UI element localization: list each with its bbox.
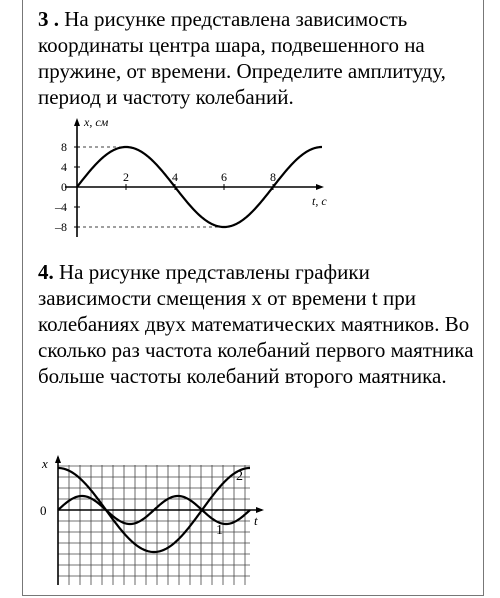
- chart-2-y-label: x: [42, 456, 48, 471]
- chart-2-y-arrow: [55, 455, 61, 463]
- problem-4-text: На рисунке представлены графики зависимости смещения x от времени t при колебаниях двух математических маятников. Во сколько раз частота колебаний первого маятника больше частоты колебаний второго маятника.: [38, 260, 474, 388]
- chart-1-y-tick-label: 8: [61, 140, 67, 154]
- problem-4-number: 4.: [38, 260, 54, 284]
- chart-1-y-arrow: [74, 118, 80, 126]
- chart-2-y-tick-label: 0: [40, 503, 47, 518]
- chart-1-x-tick-label: 6: [221, 170, 227, 184]
- chart-1-y-label: x, см: [84, 115, 109, 129]
- chart-1-y-tick-label: 0: [61, 180, 67, 194]
- chart-1-x-arrow: [316, 184, 324, 190]
- chart-2-x-label: t: [254, 513, 258, 528]
- problem-4: [38, 259, 478, 389]
- chart-1-y-tick-label: –8: [55, 220, 67, 234]
- chart-2-series-2-label: 2: [236, 469, 243, 484]
- chart-1-x-label: t, с: [312, 194, 327, 208]
- chart-1-y-tick-label: 4: [61, 160, 67, 174]
- chart-2-series-1-label: 1: [216, 523, 223, 538]
- problem-3-text: На рисунке представлена зависимость координаты центра шара, подвешенного на пружине, от времени. Определите амплитуду, период и частоту колебаний.: [38, 7, 446, 109]
- chart-1-x-tick-label: 2: [123, 170, 129, 184]
- chart-2: [30, 455, 270, 595]
- chart-1: [30, 112, 360, 252]
- problem-3: [38, 6, 478, 110]
- problem-3-number: 3 .: [38, 7, 59, 31]
- chart-1-y-tick-label: –4: [55, 200, 67, 214]
- chart-1-x-tick-label: 8: [270, 170, 276, 184]
- chart-1-x-tick-label: 4: [172, 170, 178, 184]
